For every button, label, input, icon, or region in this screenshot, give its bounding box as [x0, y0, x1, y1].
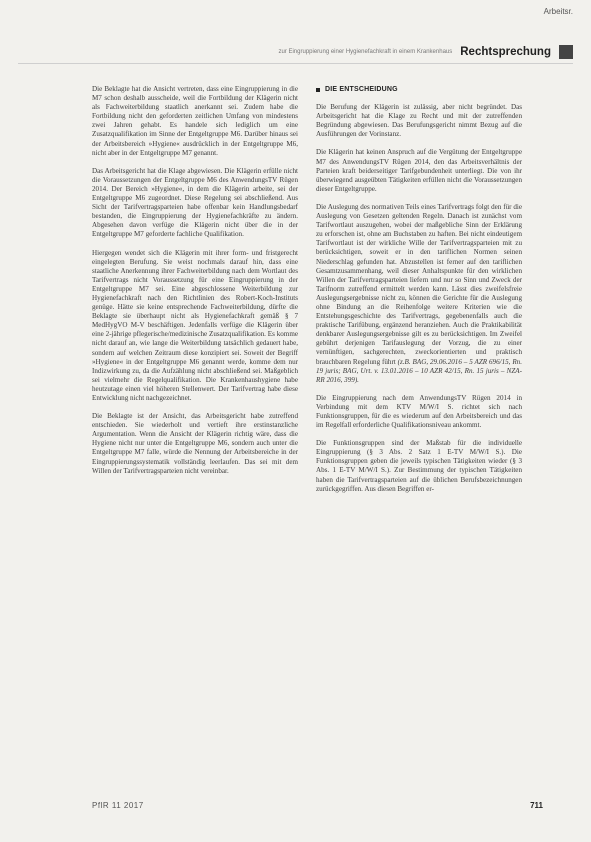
paragraph: Die Beklagte ist der Ansicht, das Arbeitsgericht habe zutreffend entschieden. Sie wiederholt und vertieft ihre erstinstanzliche Argumentation. Wenn die Ansicht der Klägerin richtig wäre, dass die Hygiene nicht nur unter die Entgeltgruppe M6, sondern auch unter die Entgeltgruppe M7 falle, würde die Nennung der Arbeitsbereiche in der Eingruppierungssystematik vollständig leerlaufen. Das sei mit dem Willen der Tarifvertragsparteien nicht vereinbar.	[92, 412, 298, 475]
paragraph: Die Berufung der Klägerin ist zulässig, aber nicht begründet. Das Arbeitsgericht hat die Klage zu Recht und mit der zutreffenden Begründung abgewiesen. Das Berufungsgericht nimmt Bezug auf die Ausführungen der Vorinstanz.	[316, 103, 522, 139]
paragraph-text: Die Auslegung des normativen Teils eines Tarifvertrags folgt den für die Auslegung von Gesetzen geltenden Regeln. Danach ist zunächst vom Tarifwortlaut auszugehen, wobei der maßgebliche Sinn der Erklärung zu erforschen ist, ohne am Buchstaben zu haften. Bei nicht eindeutigem Tarifwortlaut ist der wirkliche Wille der Tarifvertragsparteien mit zu berücksichtigen, soweit er in den tariflichen Normen seinen Niederschlag gefunden hat. Abzustellen ist ferner auf den tariflichen Gesamtzusammenhang, weil dieser Anhaltspunkte für den wirklichen Willen der Tarifvertragsparteien liefern und nur so Sinn und Zweck der Tarifnorm zutreffend ermittelt werden kann. Lässt dies zweifelsfreie Auslegungsergebnisse nicht zu, können die Gerichte für die Auslegung ohne Bindung an die Reihenfolge weitere Kriterien wie die Entstehungsgeschichte des Tarifvertrags, gegebenenfalls auch die praktische Tarifübung, ergänzend heranziehen. Auch die Praktikabilität denkbarer Auslegungsergebnisse gilt es zu berücksichtigen. Im Zweifel gebührt derjenigen Tarifauslegung der Vorzug, die zu einer vernünftigen, sachgerechten, zweckorientierten und praktisch brauchbaren Regelung führt	[316, 202, 522, 366]
paragraph: Die Funktionsgruppen sind der Maßstab für die individuelle Eingruppierung (§ 3 Abs. 2 Satz 1 E-TV M/W/I S.). Die Funktionsgruppen geben die jeweils typischen Tätigkeiten wieder (§ 3 Abs. 1 E-TV M/W/I S.). Zur Bestimmung der typischen Tätigkeiten haben die Tarifvertragsparteien auf die üblichen Berufsbezeichnungen zurückgegriffen. Aus diesen Begriffen er-	[316, 439, 522, 493]
section-kicker: Arbeitsr.	[543, 7, 573, 16]
section-heading	[316, 85, 522, 94]
right-column	[316, 85, 522, 503]
journal-issue: PflR 11 2017	[92, 801, 144, 810]
square-bullet-icon	[316, 88, 320, 92]
paragraph: Die Beklagte hat die Ansicht vertreten, dass eine Eingruppierung in die M7 schon deshalb ausscheide, weil die Fortbildung der Klägerin nicht als Fachweiterbildung staatlich anerkannt sei. Zudem habe die Fortbildung nicht den geforderten zeitlichen Umfang von mindestens zwei Jahren gehabt. Es handele sich lediglich um eine Zusatzqualifikation im Sinne der Entgeltgruppe M6. Darüber hinaus sei der Arbeitsbereich »Hygiene« ausdrücklich in der Entgeltgruppe M6, nicht aber in der Entgeltgruppe M7 genannt.	[92, 85, 298, 157]
section-heading-text: DIE ENTSCHEIDUNG	[325, 86, 398, 93]
section-marker-icon	[559, 45, 573, 59]
paragraph: Hiergegen wendet sich die Klägerin mit ihrer form- und fristgerecht eingelegten Berufung. Sie weist nochmals darauf hin, dass eine staatliche Anerkennung ihrer Fachweiterbildung nach dem Wortlaut des Tarifvertrags nicht Voraussetzung für eine Eingruppierung in der Entgeltgruppe M7 sei. Eine abgeschlossene Weiterbildung zur Hygienefachkraft nach den Richtlinien des Robert-Koch-Instituts genüge. Hätte sie keine entsprechende Fachweiterbildung, dürfte die Beklagte sie überhaupt nicht als Hygienefachkraft gemäß § 7 MedHygVO M-V beschäftigen. Jedenfalls verfüge die Klägerin über eine 2-jährige pflegerische/medizinische Zusatzqualifikation. Es komme nicht darauf an, wie lange die Weiterbildung tatsächlich gedauert habe, sondern auf welchen Zeitraum diese konzipiert sei. Soweit der Begriff »Hygiene« in der Entgeltgruppe M6 genannt werde, komme dem nur Indizwirkung zu, da die Aufzählung nicht abschließend sei. Maßgeblich sei vielmehr die Regelqualifikation. Die Krankenhaushygiene habe heutzutage einen viel höheren Stellenwert. Der Tarifvertrag habe diese Entwicklung nicht nachgezeichnet.	[92, 248, 298, 402]
page-number: 711	[530, 801, 543, 810]
running-header-subtitle: zur Eingruppierung einer Hygienefachkraft in einem Krankenhaus	[278, 49, 453, 55]
case-citation: (z.B. BAG, 29.06.2016 – 5 AZR 696/15, Rn. 19 juris; BAG, Urt. v. 13.01.2016 – 10 AZR 42/15, Rn. 15 juris – NZA-RR 2016, 399).	[316, 357, 522, 384]
paragraph: Die Eingruppierung nach dem AnwendungsTV Rügen 2014 in Verbindung mit dem KTV M/W/I S. richtet sich nach Funktionsgruppen, für die es wiederum auf den Arbeitsbereich und das im Regelfall erforderliche Qualifikationsniveau ankommt.	[316, 393, 522, 430]
running-header	[240, 43, 573, 61]
left-column	[92, 85, 298, 485]
paragraph	[316, 203, 522, 385]
paragraph: Das Arbeitsgericht hat die Klage abgewiesen. Die Klägerin erfülle nicht die Voraussetzungen der Entgeltgruppe M6 des AnwendungsTV Rügen 2014. Der Bereich »Hygiene«, in dem die Klägerin arbeite, sei der Entgeltgruppe M6 zugeordnet. Diese Regelung sei abschließend. Aus Sicht der Tarifvertragsparteien habe offenbar kein Handlungsbedarf bestanden, die Eingruppierung der Hygienefachkräfte zu ändern. Abgesehen davon verfüge die Klägerin nicht über die in der Entgeltgruppe M7 geforderte fachliche Qualifikation.	[92, 166, 298, 239]
header-divider	[18, 63, 573, 64]
paragraph: Die Klägerin hat keinen Anspruch auf die Vergütung der Entgeltgruppe M7 des AnwendungsTV Rügen 2014, den das Arbeitsverhältnis der Parteien kraft beiderseitiger Tarifgebundenheit unterliegt. Die von ihr überwiegend ausgeübten Tätigkeiten erfüllen nicht die Voraussetzungen dieser Entgeltgruppe.	[316, 148, 522, 193]
page-footer	[92, 801, 543, 813]
running-header-section: Rechtsprechung	[460, 46, 551, 58]
